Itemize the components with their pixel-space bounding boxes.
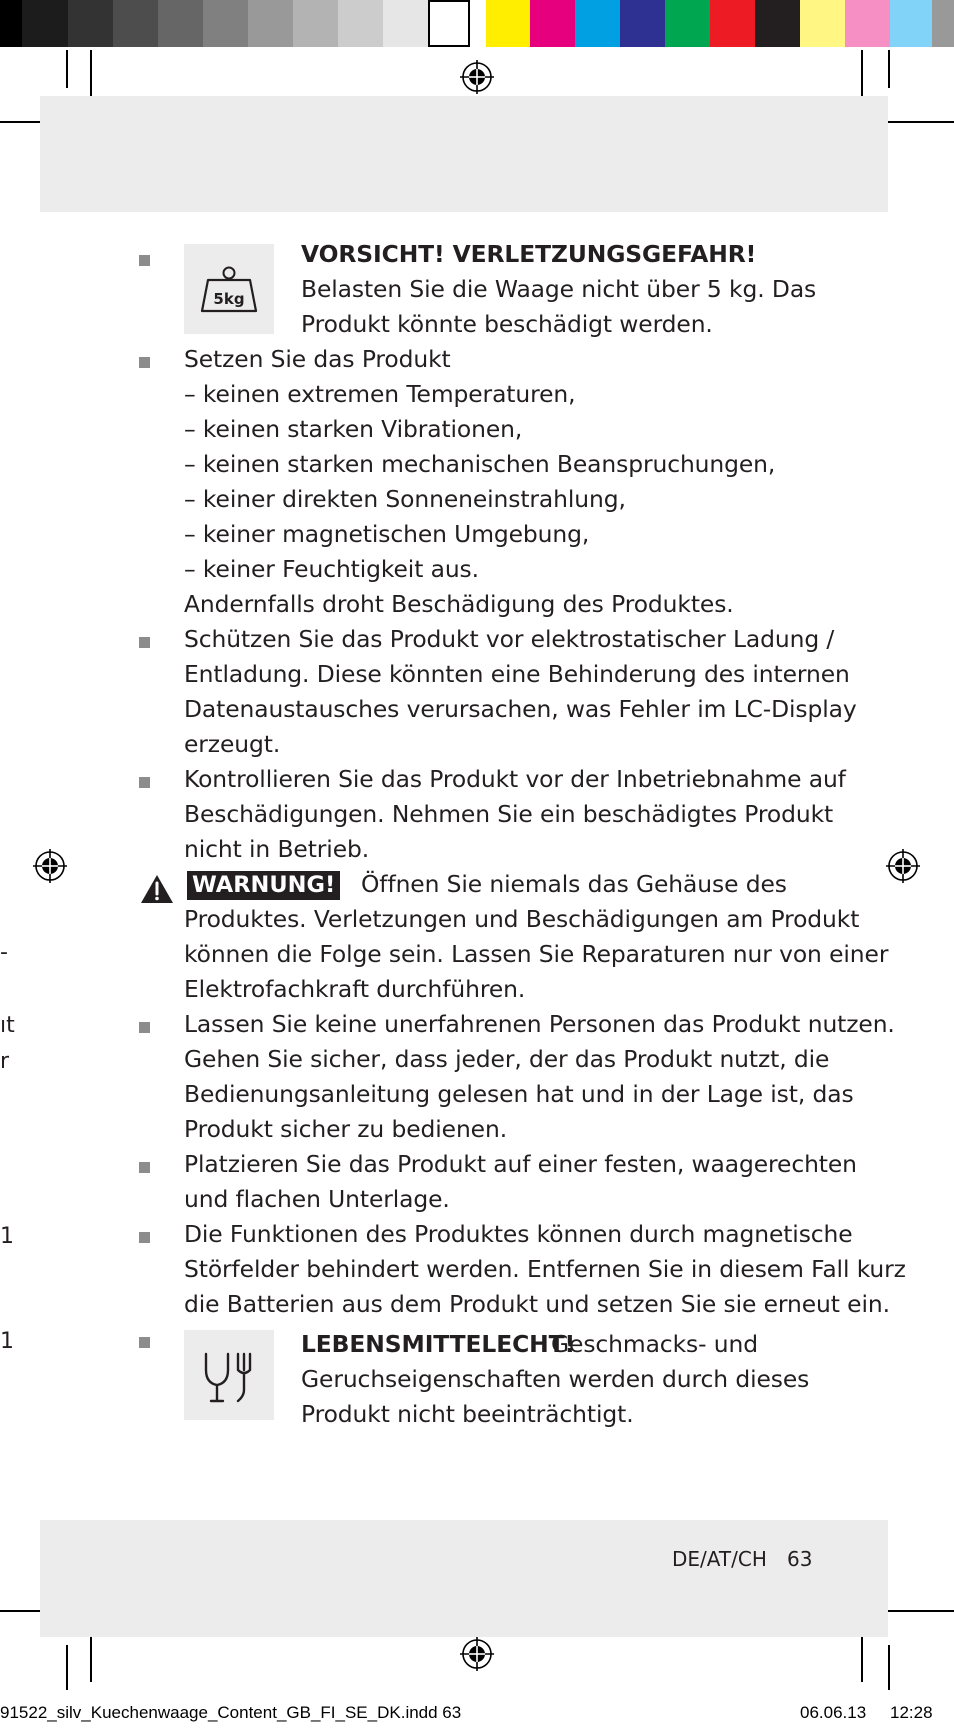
slug-filename: 91522_silv_Kuechenwaage_Content_GB_FI_SE_DK.indd 63 bbox=[0, 1703, 462, 1722]
placement-text: und flachen Unterlage. bbox=[184, 1185, 450, 1213]
food-heading: LEBENSMITTELECHT! bbox=[301, 1330, 576, 1358]
color-swatch bbox=[486, 0, 530, 47]
color-swatch bbox=[710, 0, 755, 47]
food-text: Geschmacks- und bbox=[551, 1330, 758, 1358]
edge-fragment: 1 bbox=[0, 1224, 14, 1249]
warning-label bbox=[187, 871, 340, 900]
exposure-intro: Setzen Sie das Produkt bbox=[184, 345, 451, 373]
persons-text: Bedienungsanleitung gelesen hat und in der Lage ist, das bbox=[184, 1080, 854, 1108]
inspect-text: nicht in Betrieb. bbox=[184, 835, 370, 863]
color-swatch bbox=[575, 0, 620, 47]
color-swatch bbox=[428, 0, 470, 47]
bullet-icon bbox=[139, 777, 150, 788]
registration-mark-icon bbox=[460, 1637, 494, 1671]
color-swatch bbox=[203, 0, 248, 47]
edge-fragment: - bbox=[0, 940, 8, 965]
bullet-icon bbox=[139, 1232, 150, 1243]
crop-mark bbox=[66, 50, 68, 88]
warning-text: Öffnen Sie niemals das Gehäuse des bbox=[361, 870, 787, 898]
edge-fragment: ıt bbox=[0, 1013, 15, 1038]
crop-mark bbox=[888, 1645, 890, 1690]
exposure-item: – keiner Feuchtigkeit aus. bbox=[184, 555, 479, 583]
weight-5kg-icon bbox=[184, 244, 274, 334]
warning-text: Elektrofachkraft durchführen. bbox=[184, 975, 526, 1003]
warning-text: Produktes. Verletzungen und Beschädigungen am Produkt bbox=[184, 905, 860, 933]
magnetic-text: die Batterien aus dem Produkt und setzen Sie sie erneut ein. bbox=[184, 1290, 890, 1318]
magnetic-text: Störfelder behindert werden. Entfernen Sie in diesem Fall kurz bbox=[184, 1255, 906, 1283]
slug-date: 06.06.13 bbox=[800, 1703, 867, 1722]
crop-mark bbox=[90, 1636, 92, 1682]
bullet-icon bbox=[139, 1162, 150, 1173]
static-text: Datenaustausches verursachen, was Fehler im LC-Display bbox=[184, 695, 857, 723]
static-text: Schützen Sie das Produkt vor elektrostatischer Ladung / bbox=[184, 625, 835, 653]
color-swatch bbox=[293, 0, 338, 47]
inspect-text: Beschädigungen. Nehmen Sie ein beschädigtes Produkt bbox=[184, 800, 834, 828]
edge-fragment: r bbox=[0, 1049, 10, 1074]
footer-band bbox=[40, 1520, 888, 1637]
caution-heading: VORSICHT! VERLETZUNGSGEFAHR! bbox=[301, 240, 757, 268]
svg-text:5kg: 5kg bbox=[213, 290, 245, 308]
crop-mark bbox=[880, 121, 954, 123]
color-swatch bbox=[530, 0, 575, 47]
exposure-item: – keiner magnetischen Umgebung, bbox=[184, 520, 590, 548]
color-swatch bbox=[620, 0, 665, 47]
food-text: Produkt nicht beeinträchtigt. bbox=[301, 1400, 634, 1428]
exposure-item: – keinen starken Vibrationen, bbox=[184, 415, 523, 443]
static-text: Entladung. Diese könnten eine Behinderung des internen bbox=[184, 660, 850, 688]
color-swatch bbox=[248, 0, 293, 47]
inspect-text: Kontrollieren Sie das Produkt vor der Inbetriebnahme auf bbox=[184, 765, 846, 793]
crop-mark bbox=[90, 50, 92, 96]
color-swatch bbox=[158, 0, 203, 47]
color-swatch bbox=[845, 0, 890, 47]
warning-triangle-icon bbox=[139, 873, 175, 905]
magnetic-text: Die Funktionen des Produktes können durch magnetische bbox=[184, 1220, 853, 1248]
crop-mark bbox=[880, 1610, 954, 1612]
warning-text: können die Folge sein. Lassen Sie Reparaturen nur von einer bbox=[184, 940, 889, 968]
color-swatch bbox=[113, 0, 158, 47]
bullet-icon bbox=[139, 637, 150, 648]
color-swatch bbox=[22, 0, 68, 47]
registration-mark-icon bbox=[886, 849, 920, 883]
color-swatch bbox=[890, 0, 932, 47]
color-calibration-bar bbox=[0, 0, 954, 47]
color-swatch bbox=[0, 0, 22, 47]
bullet-icon bbox=[139, 1022, 150, 1033]
exposure-item: – keinen extremen Temperaturen, bbox=[184, 380, 576, 408]
weight-icon-box bbox=[184, 244, 274, 334]
food-icon-box bbox=[184, 1330, 274, 1420]
static-text: erzeugt. bbox=[184, 730, 281, 758]
color-swatch bbox=[665, 0, 710, 47]
bullet-icon bbox=[139, 1337, 150, 1348]
color-swatch bbox=[383, 0, 428, 47]
registration-mark-icon bbox=[33, 849, 67, 883]
crop-mark bbox=[888, 50, 890, 88]
edge-fragment: 1 bbox=[0, 1329, 14, 1354]
glass-fork-food-safe-icon bbox=[184, 1330, 274, 1420]
header-band bbox=[40, 96, 888, 212]
persons-text: Lassen Sie keine unerfahrenen Personen das Produkt nutzen. bbox=[184, 1010, 895, 1038]
exposure-item: – keiner direkten Sonneneinstrahlung, bbox=[184, 485, 626, 513]
color-swatch bbox=[338, 0, 383, 47]
color-swatch bbox=[755, 0, 800, 47]
caution-text: Produkt könnte beschädigt werden. bbox=[301, 310, 713, 338]
persons-text: Produkt sicher zu bedienen. bbox=[184, 1115, 508, 1143]
exposure-item: – keinen starken mechanischen Beanspruchungen, bbox=[184, 450, 776, 478]
caution-text: Belasten Sie die Waage nicht über 5 kg. Das bbox=[301, 275, 817, 303]
bullet-icon bbox=[139, 255, 150, 266]
color-swatch bbox=[800, 0, 845, 47]
footer-locale: DE/AT/CH bbox=[672, 1547, 767, 1571]
registration-mark-icon bbox=[460, 60, 494, 94]
color-swatch bbox=[932, 0, 954, 47]
color-swatch bbox=[68, 0, 113, 47]
crop-mark bbox=[861, 50, 863, 96]
exposure-outro: Andernfalls droht Beschädigung des Produktes. bbox=[184, 590, 734, 618]
slug-time: 12:28 bbox=[890, 1703, 933, 1722]
warning-label-text: WARNUNG! bbox=[192, 872, 336, 898]
page-number: 63 bbox=[787, 1547, 813, 1571]
food-text: Geruchseigenschaften werden durch dieses bbox=[301, 1365, 810, 1393]
persons-text: Gehen Sie sicher, dass jeder, der das Produkt nutzt, die bbox=[184, 1045, 830, 1073]
placement-text: Platzieren Sie das Produkt auf einer festen, waagerechten bbox=[184, 1150, 857, 1178]
crop-mark bbox=[861, 1636, 863, 1682]
crop-mark bbox=[66, 1645, 68, 1690]
bullet-icon bbox=[139, 357, 150, 368]
